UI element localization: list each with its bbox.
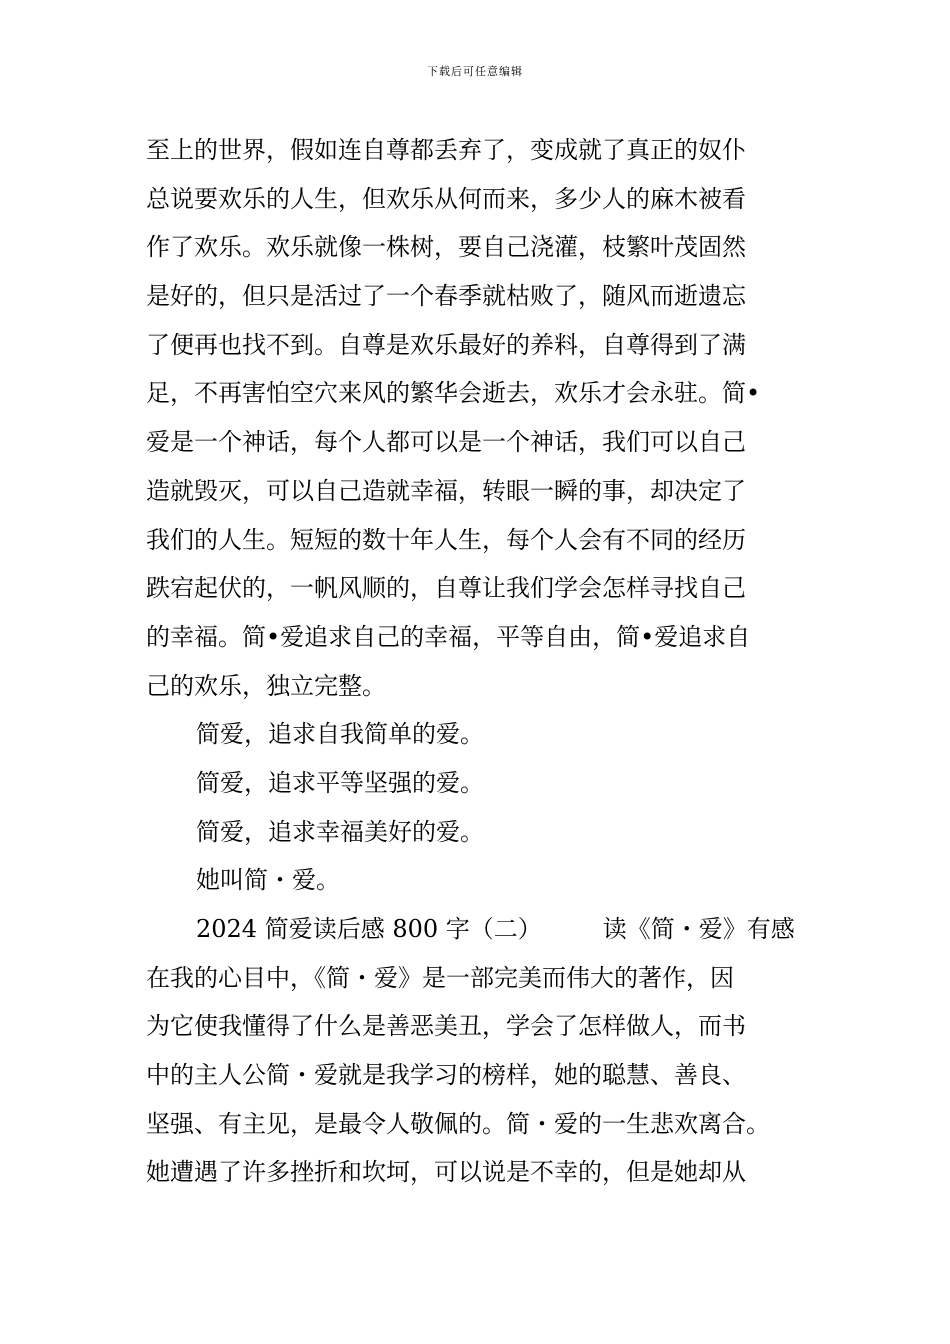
- document-body: [146, 126, 846, 1197]
- paragraph-line: 跌宕起伏的，一帆风顺的，自尊让我们学会怎样寻找自己: [146, 574, 746, 603]
- paragraph-line: 造就毁灭，可以自己造就幸福，转眼一瞬的事，却决定了: [146, 476, 746, 505]
- paragraph-line: 爱是一个神话，每个人都可以是一个神话，我们可以自己: [146, 428, 746, 457]
- paragraph-line: 为它使我懂得了什么是善恶美丑，学会了怎样做人，而书: [146, 1012, 746, 1041]
- paragraph-line: 是好的，但只是活过了一个春季就枯败了，随风而逝遗忘: [146, 282, 746, 311]
- paragraph-line: 作了欢乐。欢乐就像一株树，要自己浇灌，枝繁叶茂固然: [146, 233, 746, 262]
- section-heading-line: 2024 简爱读后感 800 字（二） 读《简・爱》有感: [196, 915, 795, 943]
- verse-line: 简爱，追求幸福美好的爱。: [196, 817, 484, 846]
- paragraph-line: 坚强、有主见，是最令人敬佩的。简・爱的一生悲欢离合。: [146, 1109, 770, 1138]
- paragraph-line: 她遭遇了许多挫折和坎坷，可以说是不幸的，但是她却从: [146, 1158, 746, 1187]
- paragraph-line: 己的欢乐，独立完整。: [146, 671, 386, 700]
- paragraph-line: 我们的人生。短短的数十年人生，每个人会有不同的经历: [146, 525, 746, 554]
- paragraph-line: 总说要欢乐的人生，但欢乐从何而来，多少人的麻木被看: [146, 184, 746, 213]
- verse-line: 她叫简・爱。: [196, 866, 340, 895]
- paragraph-line: 在我的心目中，《简・爱》是一部完美而伟大的著作，因: [146, 963, 734, 992]
- paragraph-line: 中的主人公简・爱就是我学习的榜样，她的聪慧、善良、: [146, 1061, 746, 1090]
- paragraph-line: 的幸福。简•爱追求自己的幸福，平等自由，简•爱追求自: [146, 622, 751, 651]
- paragraph-line: 了便再也找不到。自尊是欢乐最好的养料，自尊得到了满: [146, 330, 746, 359]
- paragraph-line: 足，不再害怕空穴来风的繁华会逝去，欢乐才会永驻。简•: [146, 379, 761, 408]
- verse-line: 简爱，追求平等坚强的爱。: [196, 768, 484, 797]
- paragraph-line: 至上的世界，假如连自尊都丢弃了，变成就了真正的奴仆: [146, 136, 746, 164]
- verse-line: 简爱，追求自我简单的爱。: [196, 720, 484, 749]
- page-header: 下载后可任意编辑: [427, 65, 523, 78]
